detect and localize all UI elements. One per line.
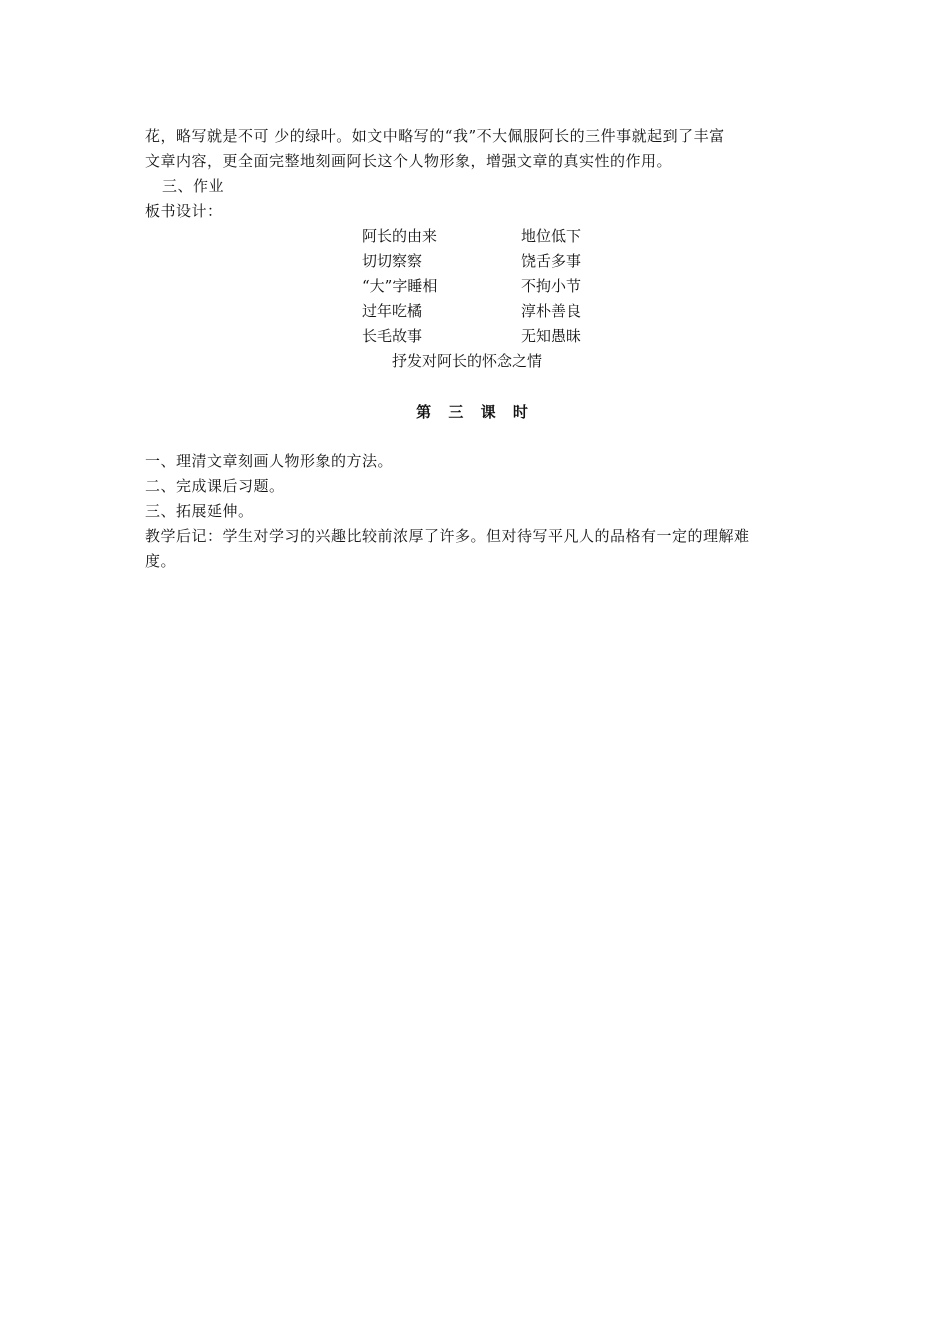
teaching-notes: 度。 bbox=[145, 552, 177, 570]
board-right-item: 无知愚昧 bbox=[521, 327, 582, 345]
paragraph-line: 文章内容，更全面完整地刻画阿长这个人物形象，增强文章的真实性的作用。 bbox=[145, 152, 673, 170]
board-right-item: 地位低下 bbox=[521, 227, 582, 245]
board-right-item: 饶舌多事 bbox=[521, 252, 582, 270]
section-title: 第 三 课 时 bbox=[416, 403, 534, 421]
board-right-item: 淳朴善良 bbox=[521, 302, 582, 320]
list-item: 一、理清文章刻画人物形象的方法。 bbox=[145, 452, 394, 470]
teaching-notes: 教学后记：学生对学习的兴趣比较前浓厚了许多。但对待写平凡人的品格有一定的理解难 bbox=[145, 527, 750, 545]
board-right-item: 不拘小节 bbox=[521, 277, 582, 295]
board-left-item: 切切察察 bbox=[362, 252, 423, 270]
board-summary: 抒发对阿长的怀念之情 bbox=[392, 352, 543, 370]
board-design-heading: 板书设计： bbox=[145, 202, 223, 220]
board-left-item: 阿长的由来 bbox=[362, 227, 438, 245]
homework-heading: 三、作业 bbox=[162, 177, 225, 195]
list-item: 三、拓展延伸。 bbox=[145, 502, 254, 520]
paragraph-line: 花，略写就是不可 少的绿叶。如文中略写的“我”不大佩服阿长的三件事就起到了丰富 bbox=[145, 127, 725, 145]
list-item: 二、完成课后习题。 bbox=[145, 477, 285, 495]
board-left-item: “大”字睡相 bbox=[362, 277, 438, 295]
board-left-item: 过年吃橘 bbox=[362, 302, 423, 320]
board-left-item: 长毛故事 bbox=[362, 327, 423, 345]
